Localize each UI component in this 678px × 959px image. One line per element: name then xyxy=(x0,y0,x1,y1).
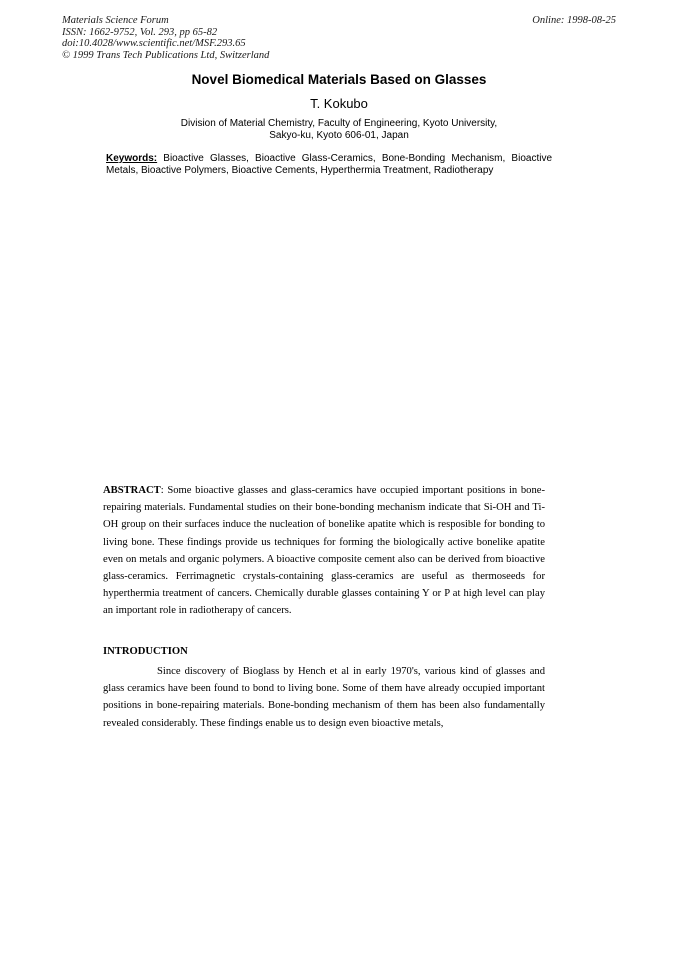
copyright-line: © 1999 Trans Tech Publications Ltd, Switzerland xyxy=(62,49,270,61)
introduction-heading: INTRODUCTION xyxy=(103,646,188,657)
online-date: Online: 1998-08-25 xyxy=(532,15,616,26)
abstract-label: ABSTRACT xyxy=(103,485,161,496)
paper-author: T. Kokubo xyxy=(310,96,368,111)
introduction-text: Since discovery of Bioglass by Hench et al in early 1970's, various kind of glasses and glass ceramics have been found to bond to living bone. Some of them have already occupied important positions in bone-repairing materials. Bone-bonding mechanism of them has been also fundamentally revealed considerably. These findings enable us to design even bioactive metals, xyxy=(103,666,545,729)
paper-title: Novel Biomedical Materials Based on Glasses xyxy=(191,72,487,87)
issn-line: ISSN: 1662-9752, Vol. 293, pp 65-82 xyxy=(62,26,218,38)
doi-line: doi:10.4028/www.scientific.net/MSF.293.65 xyxy=(62,38,246,49)
journal-header xyxy=(62,15,269,61)
keywords-block xyxy=(106,153,552,177)
journal-name: Materials Science Forum xyxy=(62,15,169,26)
abstract-block xyxy=(103,482,545,620)
keywords-label: Keywords: xyxy=(106,153,158,164)
abstract-text: : Some bioactive glasses and glass-ceramics have occupied important positions in bone-repairing materials. Fundamental studies on their bone-bonding mechanism indicate that Si-OH and Ti-OH group on their surfaces induce the nucleation of bonelike apatite which is resposible for bonding to living bone. These findings provide us techniques for forming the biologically active bonelike apatite even on metals and organic polymers. A bioactive composite cement also can be derived from bioactive glass-ceramics. Ferrimagnetic crystals-containing glass-ceramics are useful as thermoseeds for hyperthermia treatment of cancers. Chemically durable glasses containing Y or P at high level can play an important role in radiotherapy of cancers. xyxy=(103,485,545,617)
affiliation-line-1: Division of Material Chemistry, Faculty of Engineering, Kyoto University, xyxy=(180,118,498,129)
affiliation-line-2: Sakyo-ku, Kyoto 606-01, Japan xyxy=(269,130,409,141)
author-affiliation xyxy=(0,118,678,142)
keywords-list: Bioactive Glasses, Bioactive Glass-Ceramics, Bone-Bonding Mechanism, Bioactive Metals, Bioactive Polymers, Bioactive Cements, Hyperthermia Treatment, Radiotherapy xyxy=(106,153,552,176)
